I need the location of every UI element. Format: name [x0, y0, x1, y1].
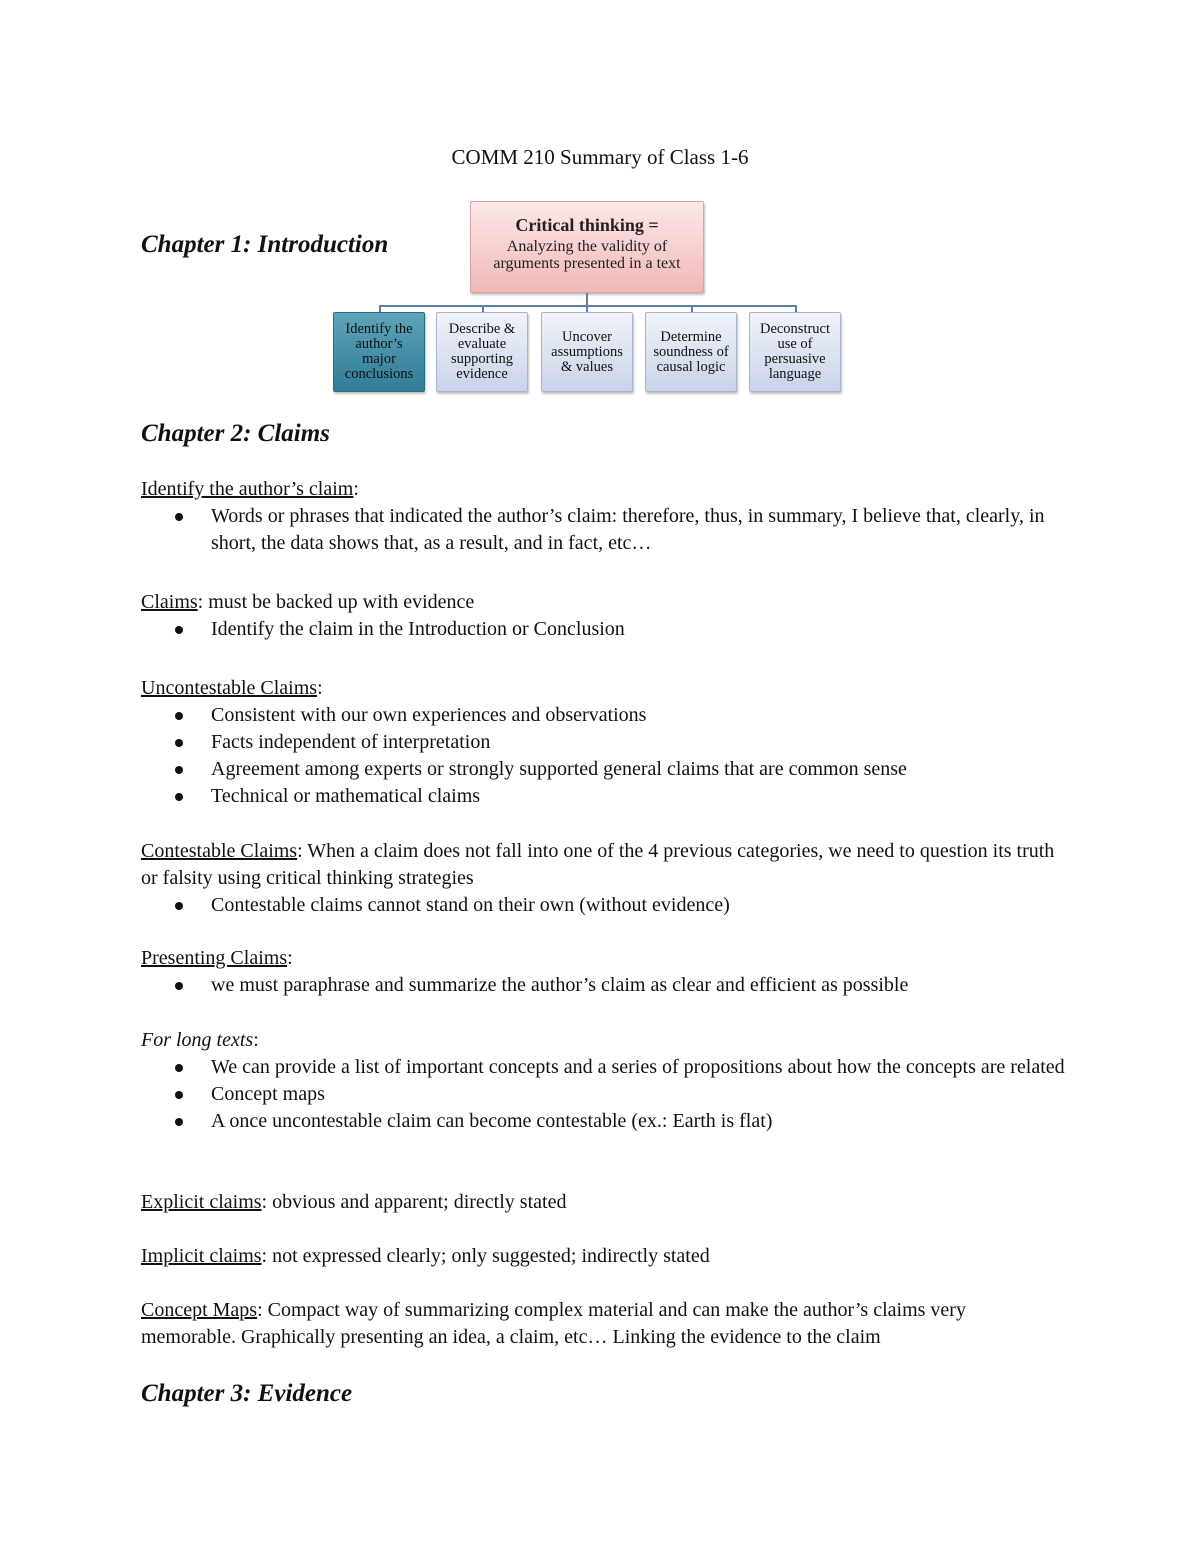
chapter-1-heading: Chapter 1: Introduction — [141, 231, 389, 258]
section-label-line — [141, 1297, 1056, 1351]
section-text: : obvious and apparent; directly stated — [261, 1191, 567, 1213]
bullet-list — [141, 892, 1071, 919]
section-text: : — [287, 947, 293, 969]
chapter-3-heading: Chapter 3: Evidence — [141, 1380, 353, 1407]
diagram-child-persuasive-language: Deconstruct use of persuasive language — [749, 312, 841, 392]
bullet-item: A once uncontestable claim can become contestable (ex.: Earth is flat) — [141, 1108, 1071, 1135]
section-concept-maps — [141, 1297, 1056, 1351]
bullet-item: Identify the claim in the Introduction or Conclusion — [141, 616, 1071, 643]
diagram-child-uncover-assumptions: Uncover assumptions & values — [541, 312, 633, 392]
section-text: : When a claim does not fall into one of the 4 previous categories, we need to question its truth or falsity using critical thinking strategies — [141, 840, 1055, 889]
section-label: Uncontestable Claims — [141, 677, 318, 699]
section-label-line — [141, 1027, 1071, 1054]
section-label: Concept Maps — [141, 1299, 258, 1321]
section-label-line — [141, 838, 1071, 892]
section-label-line — [141, 476, 1071, 503]
chapter-2-heading: Chapter 2: Claims — [141, 420, 330, 447]
section-label-line — [141, 589, 1071, 616]
section-label: Claims — [141, 591, 198, 613]
section-text: : — [317, 677, 323, 699]
page-title: COMM 210 Summary of Class 1-6 — [451, 145, 749, 169]
bullet-list — [141, 616, 1071, 643]
section-identify-claim — [141, 476, 1071, 557]
section-label: Identify the author’s claim — [141, 478, 354, 500]
section-implicit-claims — [141, 1243, 1071, 1270]
bullet-list — [141, 972, 1071, 999]
bullet-item: Facts independent of interpretation — [141, 729, 1071, 756]
bullet-list — [141, 1054, 1071, 1135]
section-text: : not expressed clearly; only suggested; indirectly stated — [261, 1245, 710, 1267]
section-label: Contestable Claims — [141, 840, 298, 862]
section-label: Implicit claims — [141, 1245, 262, 1267]
section-uncontestable-claims — [141, 675, 1071, 810]
diagram-root-title: Critical thinking = — [515, 215, 659, 235]
section-text: : Compact way of summarizing complex material and can make the author’s claims very memorable. Graphically presenting an idea, a claim, etc… Linking the evidence to the claim — [141, 1299, 966, 1348]
diagram-root-box — [470, 201, 704, 293]
diagram-root-description: Analyzing the validity of arguments presented in a text — [493, 238, 681, 272]
diagram-child-identify-conclusions: Identify the author’s major conclusions — [333, 312, 425, 392]
section-contestable-claims — [141, 838, 1071, 919]
diagram-child-evaluate-evidence: Describe & evaluate supporting evidence — [436, 312, 528, 392]
bullet-item: Consistent with our own experiences and observations — [141, 702, 1071, 729]
section-label-line — [141, 1243, 1071, 1270]
section-label-line — [141, 1189, 1071, 1216]
section-label-line — [141, 945, 1071, 972]
bullet-list — [141, 503, 1071, 557]
bullet-item: Technical or mathematical claims — [141, 783, 1071, 810]
section-label: Presenting Claims — [141, 947, 288, 969]
bullet-item: We can provide a list of important concepts and a series of propositions about how the concepts are related — [141, 1054, 1071, 1081]
section-label: Explicit claims — [141, 1191, 262, 1213]
diagram-child-causal-logic: Determine soundness of causal logic — [645, 312, 737, 392]
critical-thinking-diagram — [0, 0, 1200, 400]
bullet-item: Agreement among experts or strongly supported general claims that are common sense — [141, 756, 1071, 783]
section-label-line — [141, 675, 1071, 702]
diagram-connector — [379, 305, 797, 307]
section-claims — [141, 589, 1071, 643]
section-presenting-claims — [141, 945, 1071, 999]
section-long-texts — [141, 1027, 1071, 1135]
section-text: : must be backed up with evidence — [197, 591, 475, 613]
bullet-list — [141, 702, 1071, 810]
bullet-item: we must paraphrase and summarize the author’s claim as clear and efficient as possible — [141, 972, 1071, 999]
section-label: For long texts — [141, 1029, 254, 1051]
section-text: : — [353, 478, 359, 500]
section-explicit-claims — [141, 1189, 1071, 1216]
section-text: : — [253, 1029, 259, 1051]
bullet-item: Words or phrases that indicated the author’s claim: therefore, thus, in summary, I believe that, clearly, in short, the data shows that, as a result, and in fact, etc… — [141, 503, 1071, 557]
bullet-item: Contestable claims cannot stand on their own (without evidence) — [141, 892, 1071, 919]
bullet-item: Concept maps — [141, 1081, 1071, 1108]
